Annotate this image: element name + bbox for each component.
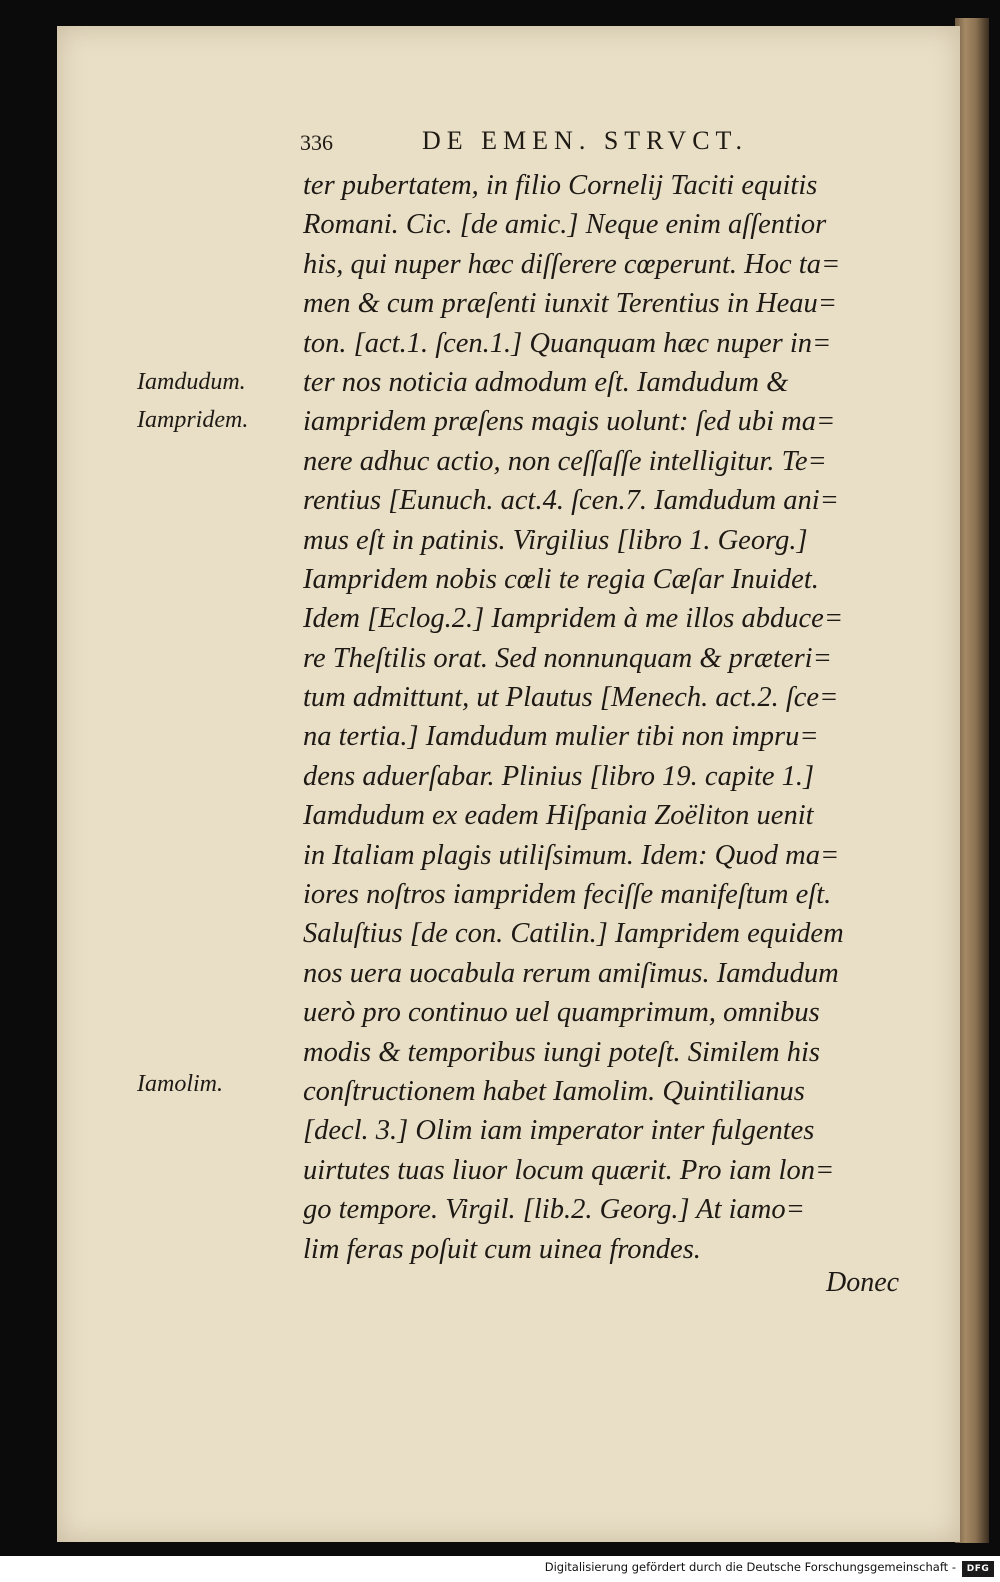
text-line: dens aduerſabar. Plinius [libro 19. capite 1.] [303, 760, 815, 792]
body-text [303, 166, 928, 1269]
page-number: 336 [300, 130, 333, 155]
running-head: DE EMEN. STRVCT. [422, 126, 748, 155]
text-line: in Italiam plagis utiliſsimum. Idem: Quod ma= [303, 839, 840, 871]
text-line: modis & temporibus iungi poteſt. Similem his [303, 1036, 820, 1068]
page-header [300, 126, 840, 160]
text-line: nos uera uocabula rerum amiſimus. Iamdudum [303, 957, 839, 989]
text-line: iampridem præſens magis uolunt: ſed ubi ma= [303, 406, 836, 438]
text-line: lim feras poſuit cum uinea frondes. [303, 1233, 701, 1265]
text-line: men & cum præſenti iunxit Terentius in Heau= [303, 288, 838, 320]
text-line: na tertia.] Iamdudum mulier tibi non impru= [303, 721, 819, 753]
text-line: conſtructionem habet Iamolim. Quintilianus [303, 1075, 805, 1107]
text-line: Saluſtius [de con. Catilin.] Iampridem equidem [303, 918, 844, 950]
text-line: Iampridem nobis cœli te regia Cæſar Inuidet. [303, 563, 819, 595]
footer-bar [0, 1556, 1000, 1582]
text-line: iores noſtros iampridem feciſſe manifeſtum eſt. [303, 879, 832, 911]
margin-note-iamdudum: Iamdudum. [137, 369, 246, 395]
text-line: re Theſtilis orat. Sed nonnunquam & præteri= [303, 642, 832, 674]
text-line: go tempore. Virgil. [lib.2. Georg.] At iamo= [303, 1194, 805, 1226]
text-line: ter nos noticia admodum eſt. Iamdudum & [303, 366, 789, 398]
text-line: ton. [act.1. ſcen.1.] Quanquam hæc nuper in= [303, 327, 832, 359]
text-line: Idem [Eclog.2.] Iampridem à me illos abduce= [303, 603, 844, 635]
catchword: Donec [826, 1267, 900, 1298]
text-line: rentius [Eunuch. act.4. ſcen.7. Iamdudum ani= [303, 485, 839, 517]
text-line: uerò pro continuo uel quamprimum, omnibus [303, 997, 820, 1029]
text-line: ter pubertatem, in filio Cornelij Taciti equitis [303, 170, 818, 201]
funding-credit: Digitalisierung gefördert durch die Deutsche Forschungsgemeinschaft - [544, 1560, 956, 1574]
text-line: nere adhuc actio, non ceſſaſſe intelligitur. Te= [303, 445, 827, 477]
text-line: mus eſt in patinis. Virgilius [libro 1. Georg.] [303, 524, 808, 556]
text-line: Iamdudum ex eadem Hiſpania Zoëliton uenit [303, 800, 814, 832]
margin-note-iampridem: Iampridem. [137, 407, 249, 433]
text-line: [decl. 3.] Olim iam imperator inter fulgentes [303, 1115, 815, 1147]
text-line: Romani. Cic. [de amic.] Neque enim aſſentior [303, 209, 827, 241]
text-line: uirtutes tuas liuor locum quærit. Pro iam lon= [303, 1154, 835, 1186]
text-line: tum admittunt, ut Plautus [Menech. act.2. ſce= [303, 682, 839, 714]
text-line: his, qui nuper hæc diſſerere cœperunt. Hoc ta= [303, 248, 841, 280]
dfg-logo-icon: DFG [962, 1561, 994, 1577]
page-edge [955, 18, 989, 1543]
margin-note-iamolim: Iamolim. [137, 1071, 223, 1097]
